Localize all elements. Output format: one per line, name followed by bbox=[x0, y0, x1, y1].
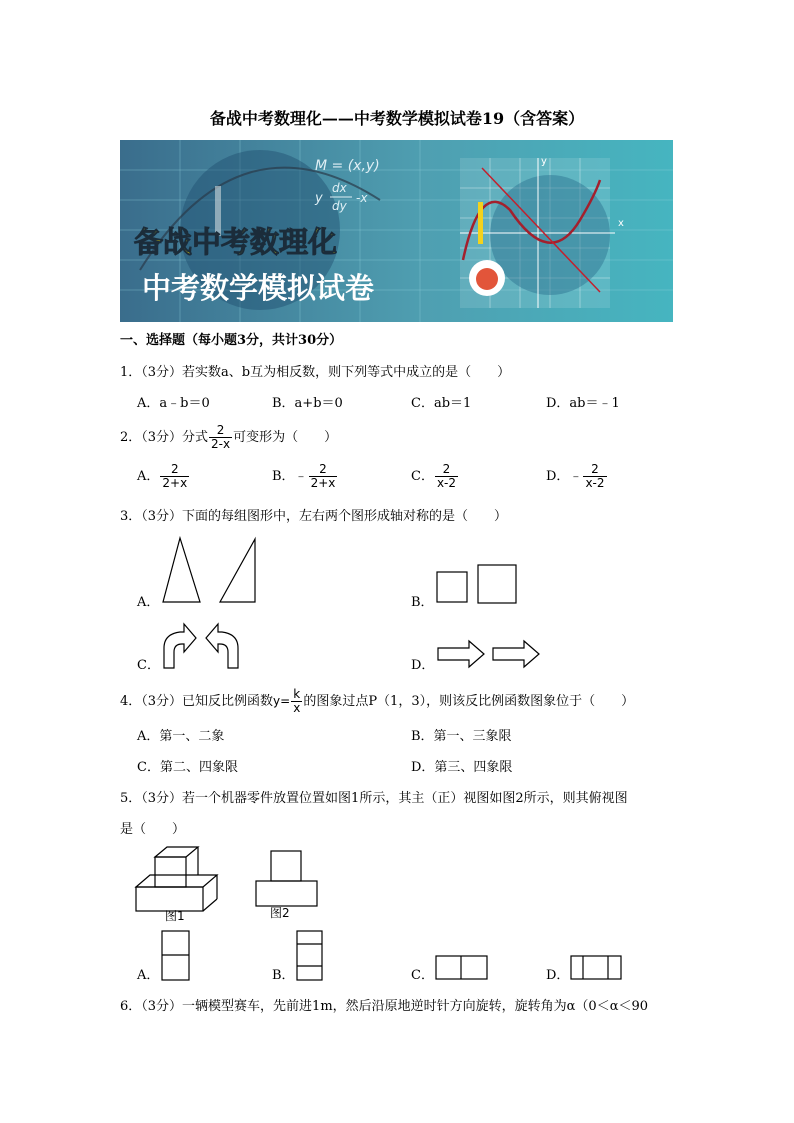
q3-option-c[interactable]: C． bbox=[137, 658, 160, 673]
q4-option-a[interactable]: A．第一、二象 bbox=[137, 729, 225, 744]
banner-axis-y: y bbox=[541, 156, 547, 167]
banner-formula-den: dy bbox=[332, 199, 347, 213]
page-title: 备战中考数理化——中考数学模拟试卷19（含答案） bbox=[209, 109, 585, 128]
q4-num: k bbox=[293, 687, 301, 701]
q2-d-num: 2 bbox=[591, 462, 599, 476]
q1-option-d[interactable]: D．ab＝﹣1 bbox=[546, 396, 620, 411]
q5-fig1-label: 图1 bbox=[165, 909, 185, 923]
banner-image bbox=[120, 140, 673, 322]
q5-stem-line1: 5．（3分）若一个机器零件放置位置如图1所示，其主（正）视图如图2所示，则其俯视图 bbox=[120, 791, 628, 806]
q5-fig1-solid bbox=[135, 845, 220, 911]
q3-c-curved-arrows bbox=[160, 618, 242, 670]
q5-c-view bbox=[435, 955, 489, 981]
q2-b-label: B．﹣ bbox=[272, 469, 308, 484]
q2-a-frac bbox=[160, 463, 189, 490]
q4-stem bbox=[120, 688, 634, 715]
q5-a-view bbox=[161, 930, 191, 982]
q4-den: x bbox=[293, 701, 301, 715]
q2-fraction bbox=[209, 424, 232, 451]
q3-stem: 3．（3分）下面的每组图形中，左右两个图形成轴对称的是（ ） bbox=[120, 509, 508, 524]
q2-a-label: A． bbox=[137, 469, 160, 484]
q5-stem-line2: 是（ ） bbox=[120, 822, 186, 837]
banner-line2: 中考数学模拟试卷 bbox=[142, 271, 375, 305]
q4-option-d[interactable]: D．第三、四象限 bbox=[411, 760, 513, 775]
banner-formula-tail: -x bbox=[356, 191, 368, 205]
section-choice: 一、选择题（每小题3分，共计30分） bbox=[120, 333, 343, 348]
q5-option-d[interactable]: D． bbox=[546, 968, 570, 983]
q4-stem-post: 的图象过点P（1，3），则该反比例函数图象位于（ ） bbox=[303, 694, 635, 709]
q3-a-triangles bbox=[160, 536, 265, 606]
q5-fig2-front-view bbox=[255, 850, 319, 908]
q5-d-view bbox=[570, 955, 624, 981]
banner-formula-top: M = (x,y) bbox=[315, 158, 380, 174]
q4-y-eq: y= bbox=[273, 694, 291, 708]
q2-c-frac bbox=[435, 463, 458, 490]
q1-option-a[interactable]: A．a﹣b＝0 bbox=[137, 396, 210, 411]
q4-option-b[interactable]: B．第一、三象限 bbox=[411, 729, 512, 744]
q4-option-c[interactable]: C．第二、四象限 bbox=[137, 760, 238, 775]
banner-formula-num: dx bbox=[332, 181, 347, 195]
q2-d-den: x-2 bbox=[585, 476, 605, 490]
q2-stem-pre: 2．（3分）分式 bbox=[120, 430, 209, 445]
q1-stem: 1．（3分）若实数a、b互为相反数，则下列等式中成立的是（ ） bbox=[120, 365, 511, 380]
q2-b-frac bbox=[309, 463, 338, 490]
q4-fraction bbox=[291, 688, 302, 715]
q3-option-b[interactable]: B． bbox=[411, 595, 434, 610]
banner-formula-y: y bbox=[315, 191, 323, 206]
q2-option-a[interactable] bbox=[137, 463, 190, 490]
q2-d-label: D．﹣ bbox=[546, 469, 583, 484]
q2-option-c[interactable] bbox=[411, 463, 459, 490]
q5-option-c[interactable]: C． bbox=[411, 968, 434, 983]
q5-fig2-label: 图2 bbox=[270, 906, 290, 920]
q5-option-a[interactable]: A． bbox=[137, 968, 160, 983]
q1-option-b[interactable]: B．a+b＝0 bbox=[272, 396, 343, 411]
banner-line1: 备战中考数理化 bbox=[134, 225, 338, 259]
q2-option-b[interactable] bbox=[272, 463, 338, 490]
q3-option-d[interactable]: D． bbox=[411, 658, 435, 673]
q2-stem-post: 可变形为（ ） bbox=[233, 430, 338, 445]
q4-stem-pre: 4．（3分）已知反比例函数 bbox=[120, 694, 274, 709]
q2-option-d[interactable] bbox=[546, 463, 608, 490]
pencil-yellow-icon bbox=[478, 202, 483, 244]
q2-d-frac bbox=[583, 463, 606, 490]
q2-a-den: 2+x bbox=[162, 476, 188, 490]
q3-option-a[interactable]: A． bbox=[137, 595, 160, 610]
q2-stem bbox=[120, 424, 337, 451]
q2-b-den: 2+x bbox=[310, 476, 336, 490]
q2-a-num: 2 bbox=[170, 462, 179, 476]
q3-d-arrows bbox=[437, 640, 543, 668]
q5-option-b[interactable]: B． bbox=[272, 968, 295, 983]
q2-c-den: x-2 bbox=[436, 476, 457, 490]
q6-stem: 6．（3分）一辆模型赛车，先前进1m，然后沿原地逆时针方向旋转，旋转角为α（0＜α＜90 bbox=[120, 999, 649, 1014]
q5-b-view bbox=[296, 930, 324, 982]
q2-c-num: 2 bbox=[442, 462, 451, 476]
q2-den: 2-x bbox=[211, 437, 231, 451]
q1-option-c[interactable]: C．ab＝1 bbox=[411, 396, 472, 411]
q2-num: 2 bbox=[216, 423, 225, 437]
q2-c-label: C． bbox=[411, 469, 434, 484]
q3-b-squares bbox=[435, 563, 520, 605]
q2-b-num: 2 bbox=[319, 462, 327, 476]
banner-axis-x: x bbox=[618, 218, 624, 229]
